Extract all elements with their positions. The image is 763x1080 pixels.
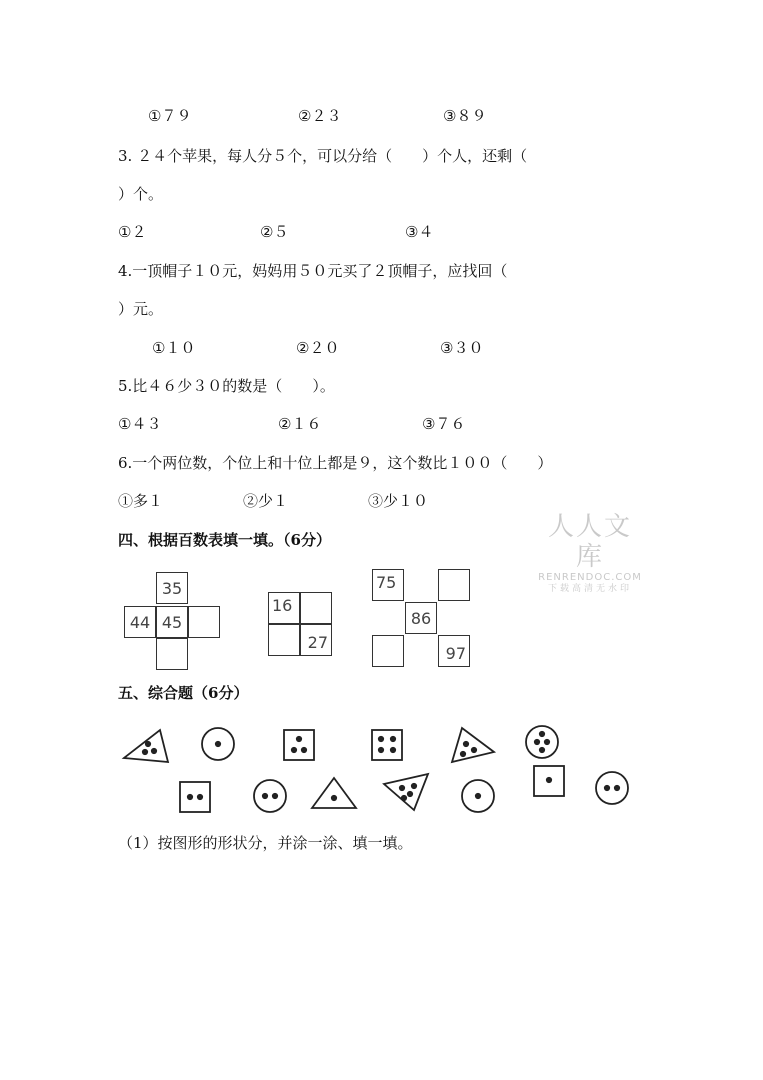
circle-shape-3 bbox=[254, 780, 286, 812]
grid1-cell-right[interactable] bbox=[188, 606, 220, 638]
q5-text: 5.比４６少３０的数是（ ）。 bbox=[118, 377, 335, 395]
section5-instruction: （1）按图形的形状分，并涂一涂、填一填。 bbox=[118, 834, 413, 852]
q5-option-3: ③７６ bbox=[422, 415, 466, 433]
circle-shape-2 bbox=[526, 726, 558, 758]
grid3-cell-bottomleft[interactable] bbox=[372, 635, 404, 667]
grid3-cell-center: 86 bbox=[405, 602, 437, 634]
watermark-title: 人人文库 bbox=[547, 512, 632, 572]
grid3-cell-topright[interactable] bbox=[438, 569, 470, 601]
section5-title: 五、综合题（6分） bbox=[118, 684, 249, 702]
watermark-slogan: 下载高清无水印 bbox=[547, 584, 632, 594]
grid3-cell-topleft: 75 bbox=[372, 569, 404, 601]
q4-option-1: ①１０ bbox=[152, 339, 196, 357]
square-shape-4 bbox=[534, 766, 564, 796]
grid2-cell-bottomleft[interactable] bbox=[268, 624, 300, 656]
grid1-cell-top: 35 bbox=[156, 572, 188, 604]
q3-option-1: ①２ bbox=[118, 223, 147, 241]
grid2-cell-topleft: 16 bbox=[268, 592, 300, 624]
triangle-shape-1 bbox=[124, 730, 168, 762]
square-shape-3 bbox=[180, 782, 210, 812]
square-shape-1 bbox=[284, 730, 314, 760]
q3-option-2: ②５ bbox=[260, 223, 289, 241]
q2-option-1: ①７９ bbox=[148, 107, 192, 125]
circle-shape-4 bbox=[462, 780, 494, 812]
grid2-cell-topright[interactable] bbox=[300, 592, 332, 624]
q6-text: 6.一个两位数，个位上和十位上都是９，这个数比１００（ ） bbox=[118, 454, 553, 472]
q5-option-2: ②１６ bbox=[278, 415, 322, 433]
grid1-cell-center: 45 bbox=[156, 606, 188, 638]
q4-text-line2: ）元。 bbox=[118, 300, 164, 318]
triangle-shape-2 bbox=[452, 728, 494, 762]
q3-option-3: ③４ bbox=[405, 223, 434, 241]
grid2-cell-bottomright: 27 bbox=[300, 624, 332, 656]
q2-option-2: ②２３ bbox=[298, 107, 342, 125]
q4-option-3: ③３０ bbox=[440, 339, 484, 357]
q4-text-line1: 4.一顶帽子１０元，妈妈用５０元买了２顶帽子，应找回（ bbox=[118, 262, 508, 280]
circle-shape-1 bbox=[202, 728, 234, 760]
watermark-domain: RENRENDOC.COM bbox=[538, 572, 642, 583]
grid1-cell-left: 44 bbox=[124, 606, 156, 638]
q3-text-line2: ）个。 bbox=[118, 185, 164, 203]
q5-option-1: ①４３ bbox=[118, 415, 162, 433]
grid1-cell-bottom[interactable] bbox=[156, 638, 188, 670]
square-shape-2 bbox=[372, 730, 402, 760]
q6-option-2: ②少１ bbox=[243, 492, 289, 510]
triangle-shape-4 bbox=[384, 774, 428, 810]
circle-shape-5 bbox=[596, 772, 628, 804]
q2-option-3: ③８９ bbox=[443, 107, 487, 125]
shapes-figure bbox=[110, 720, 640, 820]
watermark bbox=[535, 512, 645, 595]
q4-option-2: ②２０ bbox=[296, 339, 340, 357]
q6-option-3: ③少１０ bbox=[368, 492, 429, 510]
q3-text-line1: 3. ２４个苹果，每人分５个，可以分给（ ）个人，还剩（ bbox=[118, 147, 528, 165]
grid3-cell-bottomright: 97 bbox=[438, 635, 470, 667]
section4-title: 四、根据百数表填一填。（6分） bbox=[118, 531, 331, 549]
q6-option-1: ①多１ bbox=[118, 492, 164, 510]
triangle-shape-3 bbox=[312, 778, 356, 808]
